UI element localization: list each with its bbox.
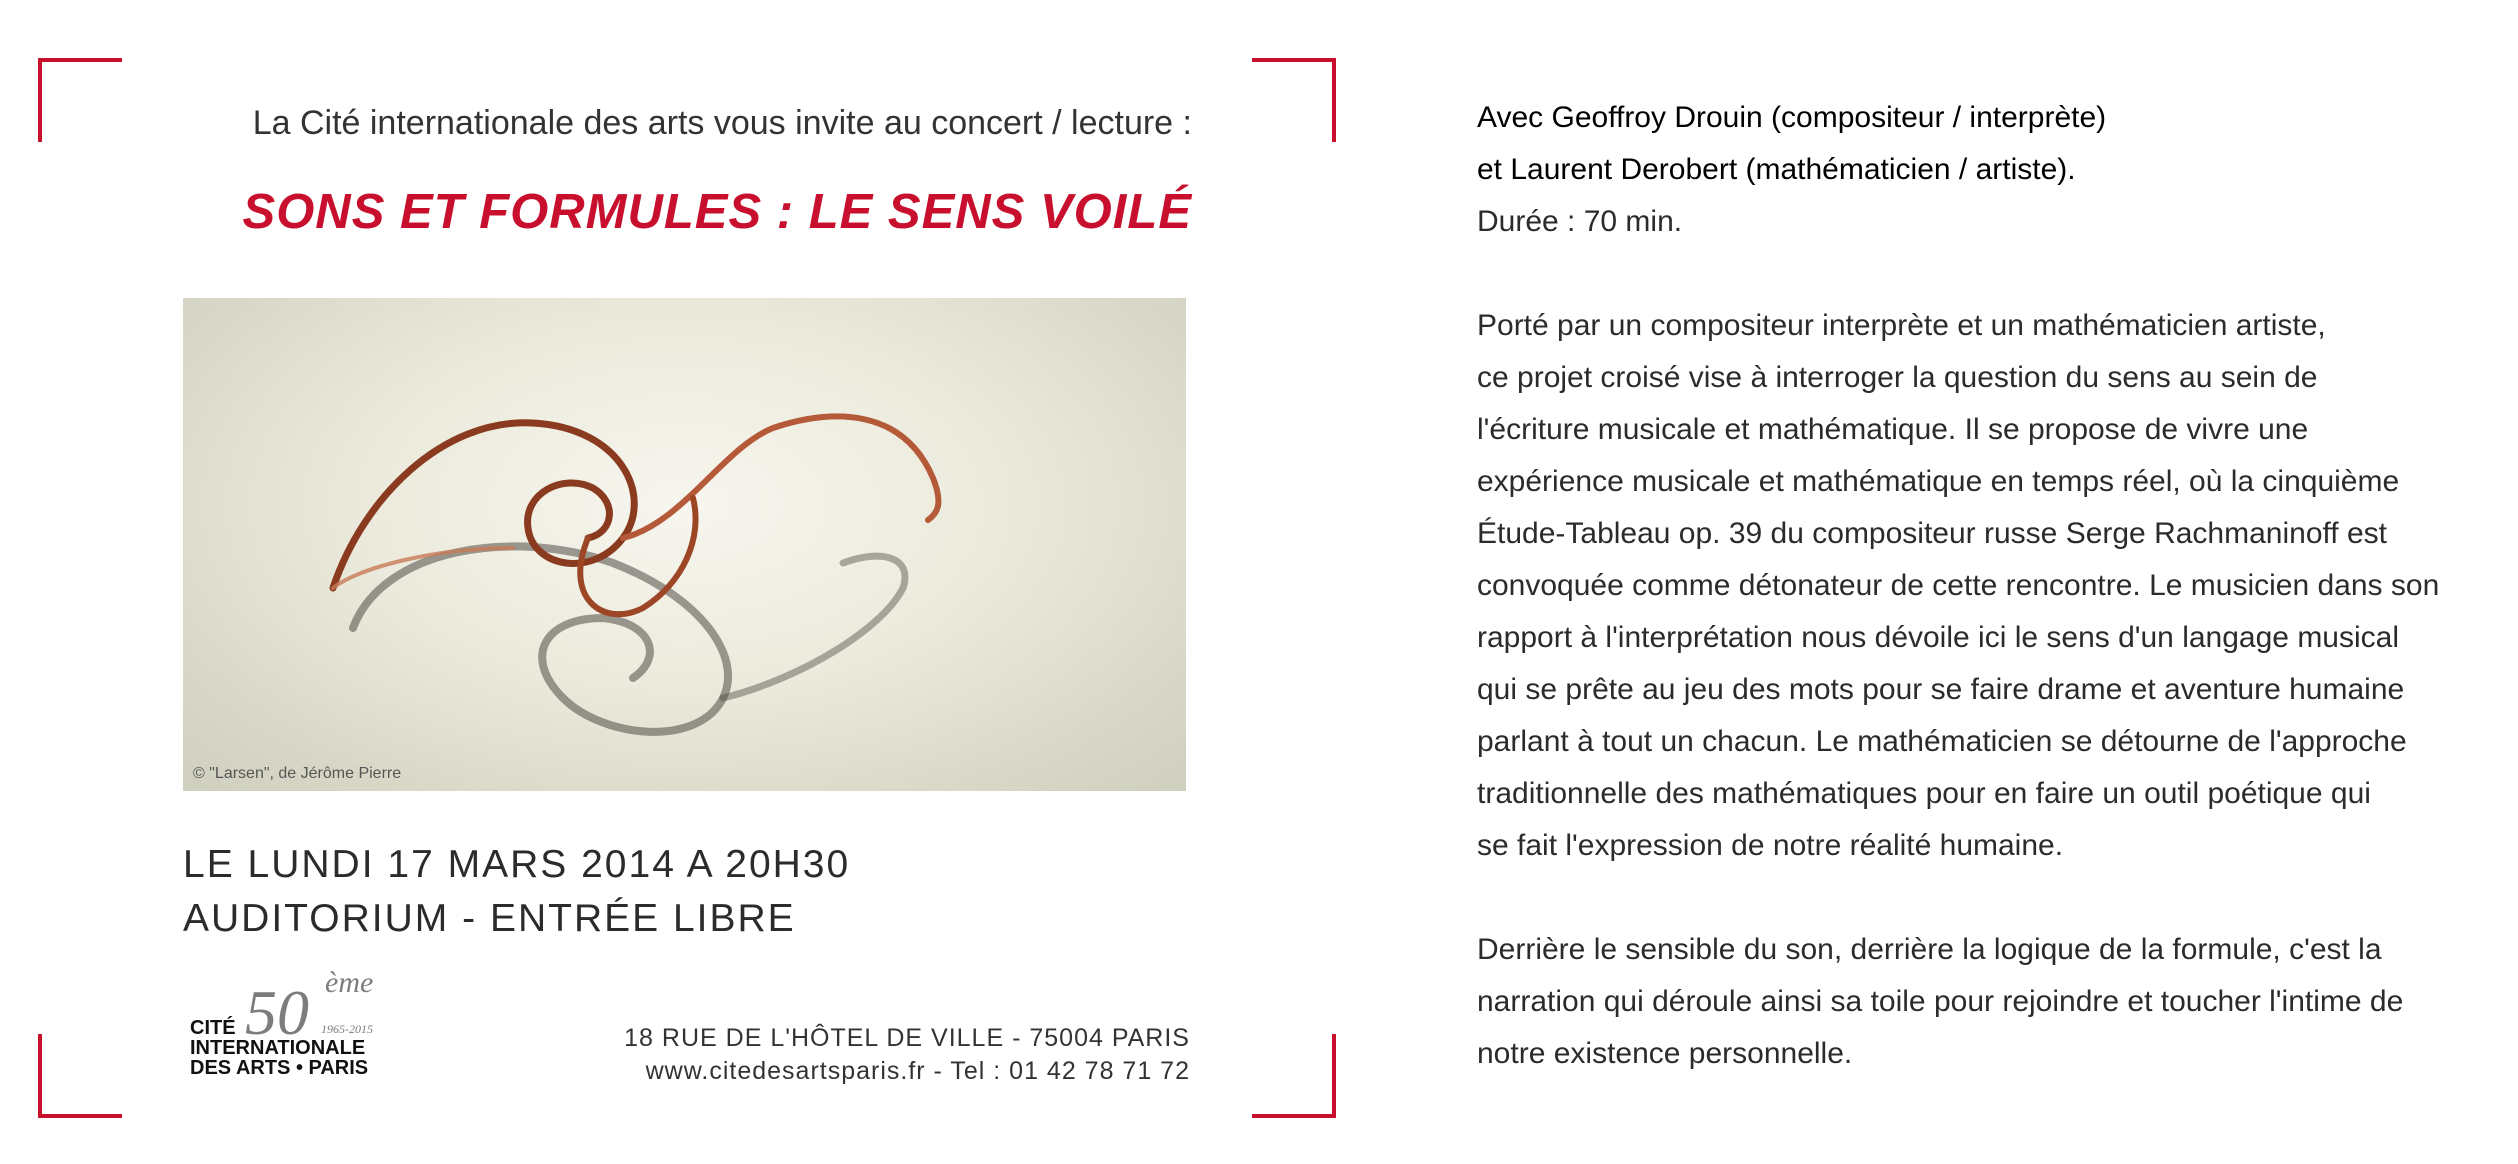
- paragraph-1-line: Étude-Tableau op. 39 du compositeur russe Serge Rachmaninoff est: [1477, 517, 2387, 550]
- artwork-photo: [183, 298, 1186, 791]
- invitation-line: La Cité internationale des arts vous invite au concert / lecture :: [252, 104, 1192, 142]
- paragraph-2-line: notre existence personnelle.: [1477, 1037, 1853, 1070]
- logo-years: 1965-2015: [321, 1022, 373, 1036]
- wire-sculpture-illustration: [183, 298, 1186, 791]
- performers-line-2: et Laurent Derobert (mathématicien / artiste).: [1477, 153, 2076, 186]
- paragraph-1-line: parlant à tout un chacun. Le mathématicien se détourne de l'approche: [1477, 725, 2407, 758]
- logo-line-3: DES ARTS • PARIS: [190, 1057, 369, 1079]
- paragraph-2-line: narration qui déroule ainsi sa toile pour rejoindre et toucher l'intime de: [1477, 985, 2404, 1018]
- photo-credit: © "Larsen", de Jérôme Pierre: [193, 765, 402, 782]
- paragraph-1-line: se fait l'expression de notre réalité humaine.: [1477, 829, 2064, 862]
- corner-mark-bottom-right: [1252, 1034, 1336, 1118]
- paragraph-1-line: rapport à l'interprétation nous dévoile ici le sens d'un langage musical: [1477, 621, 2400, 654]
- event-datetime: [183, 838, 850, 946]
- corner-mark-bottom-left: [38, 1034, 122, 1118]
- paragraph-1-line: convoquée comme détonateur de cette rencontre. Le musicien dans son: [1477, 569, 2440, 602]
- spacer: [1477, 872, 2467, 924]
- paragraph-1-line: qui se prête au jeu des mots pour se faire drame et aventure humaine: [1477, 673, 2405, 706]
- paragraph-1-line: Porté par un compositeur interprète et un mathématicien artiste,: [1477, 309, 2326, 342]
- logo-line-1: CITÉ: [190, 1017, 236, 1039]
- venue-line: AUDITORIUM - ENTRÉE LIBRE: [183, 897, 796, 940]
- website-phone: www.citedesartsparis.fr - Tel : 01 42 78 71 72: [645, 1057, 1190, 1085]
- logo-anniversary-suffix: ème: [325, 966, 374, 999]
- paragraph-1-line: expérience musicale et mathématique en temps réel, où la cinquième: [1477, 465, 2400, 498]
- corner-mark-top-right: [1252, 58, 1336, 142]
- contact-block: [560, 1022, 1190, 1088]
- paragraph-1-line: traditionnelle des mathématiques pour en faire un outil poétique qui: [1477, 777, 2371, 810]
- performers-line-1: Avec Geoffroy Drouin (compositeur / interprète): [1477, 101, 2107, 134]
- cite-logo: [190, 966, 390, 1086]
- paragraph-1-line: ce projet croisé vise à interroger la question du sens au sein de: [1477, 361, 2318, 394]
- duration: Durée : 70 min.: [1477, 205, 1683, 238]
- logo-anniversary-number: 50: [245, 977, 309, 1048]
- event-description: [1477, 92, 2467, 1080]
- event-title: SONS ET FORMULES : LE SENS VOILÉ: [242, 185, 1192, 239]
- spacer: [1477, 248, 2467, 300]
- paragraph-2-line: Derrière le sensible du son, derrière la logique de la formule, c'est la: [1477, 933, 2382, 966]
- street-address: 18 RUE DE L'HÔTEL DE VILLE - 75004 PARIS: [624, 1024, 1190, 1052]
- paragraph-1-line: l'écriture musicale et mathématique. Il se propose de vivre une: [1477, 413, 2309, 446]
- date-line: LE LUNDI 17 MARS 2014 A 20H30: [183, 843, 851, 886]
- logo-line-2: INTERNATIONALE: [190, 1037, 366, 1059]
